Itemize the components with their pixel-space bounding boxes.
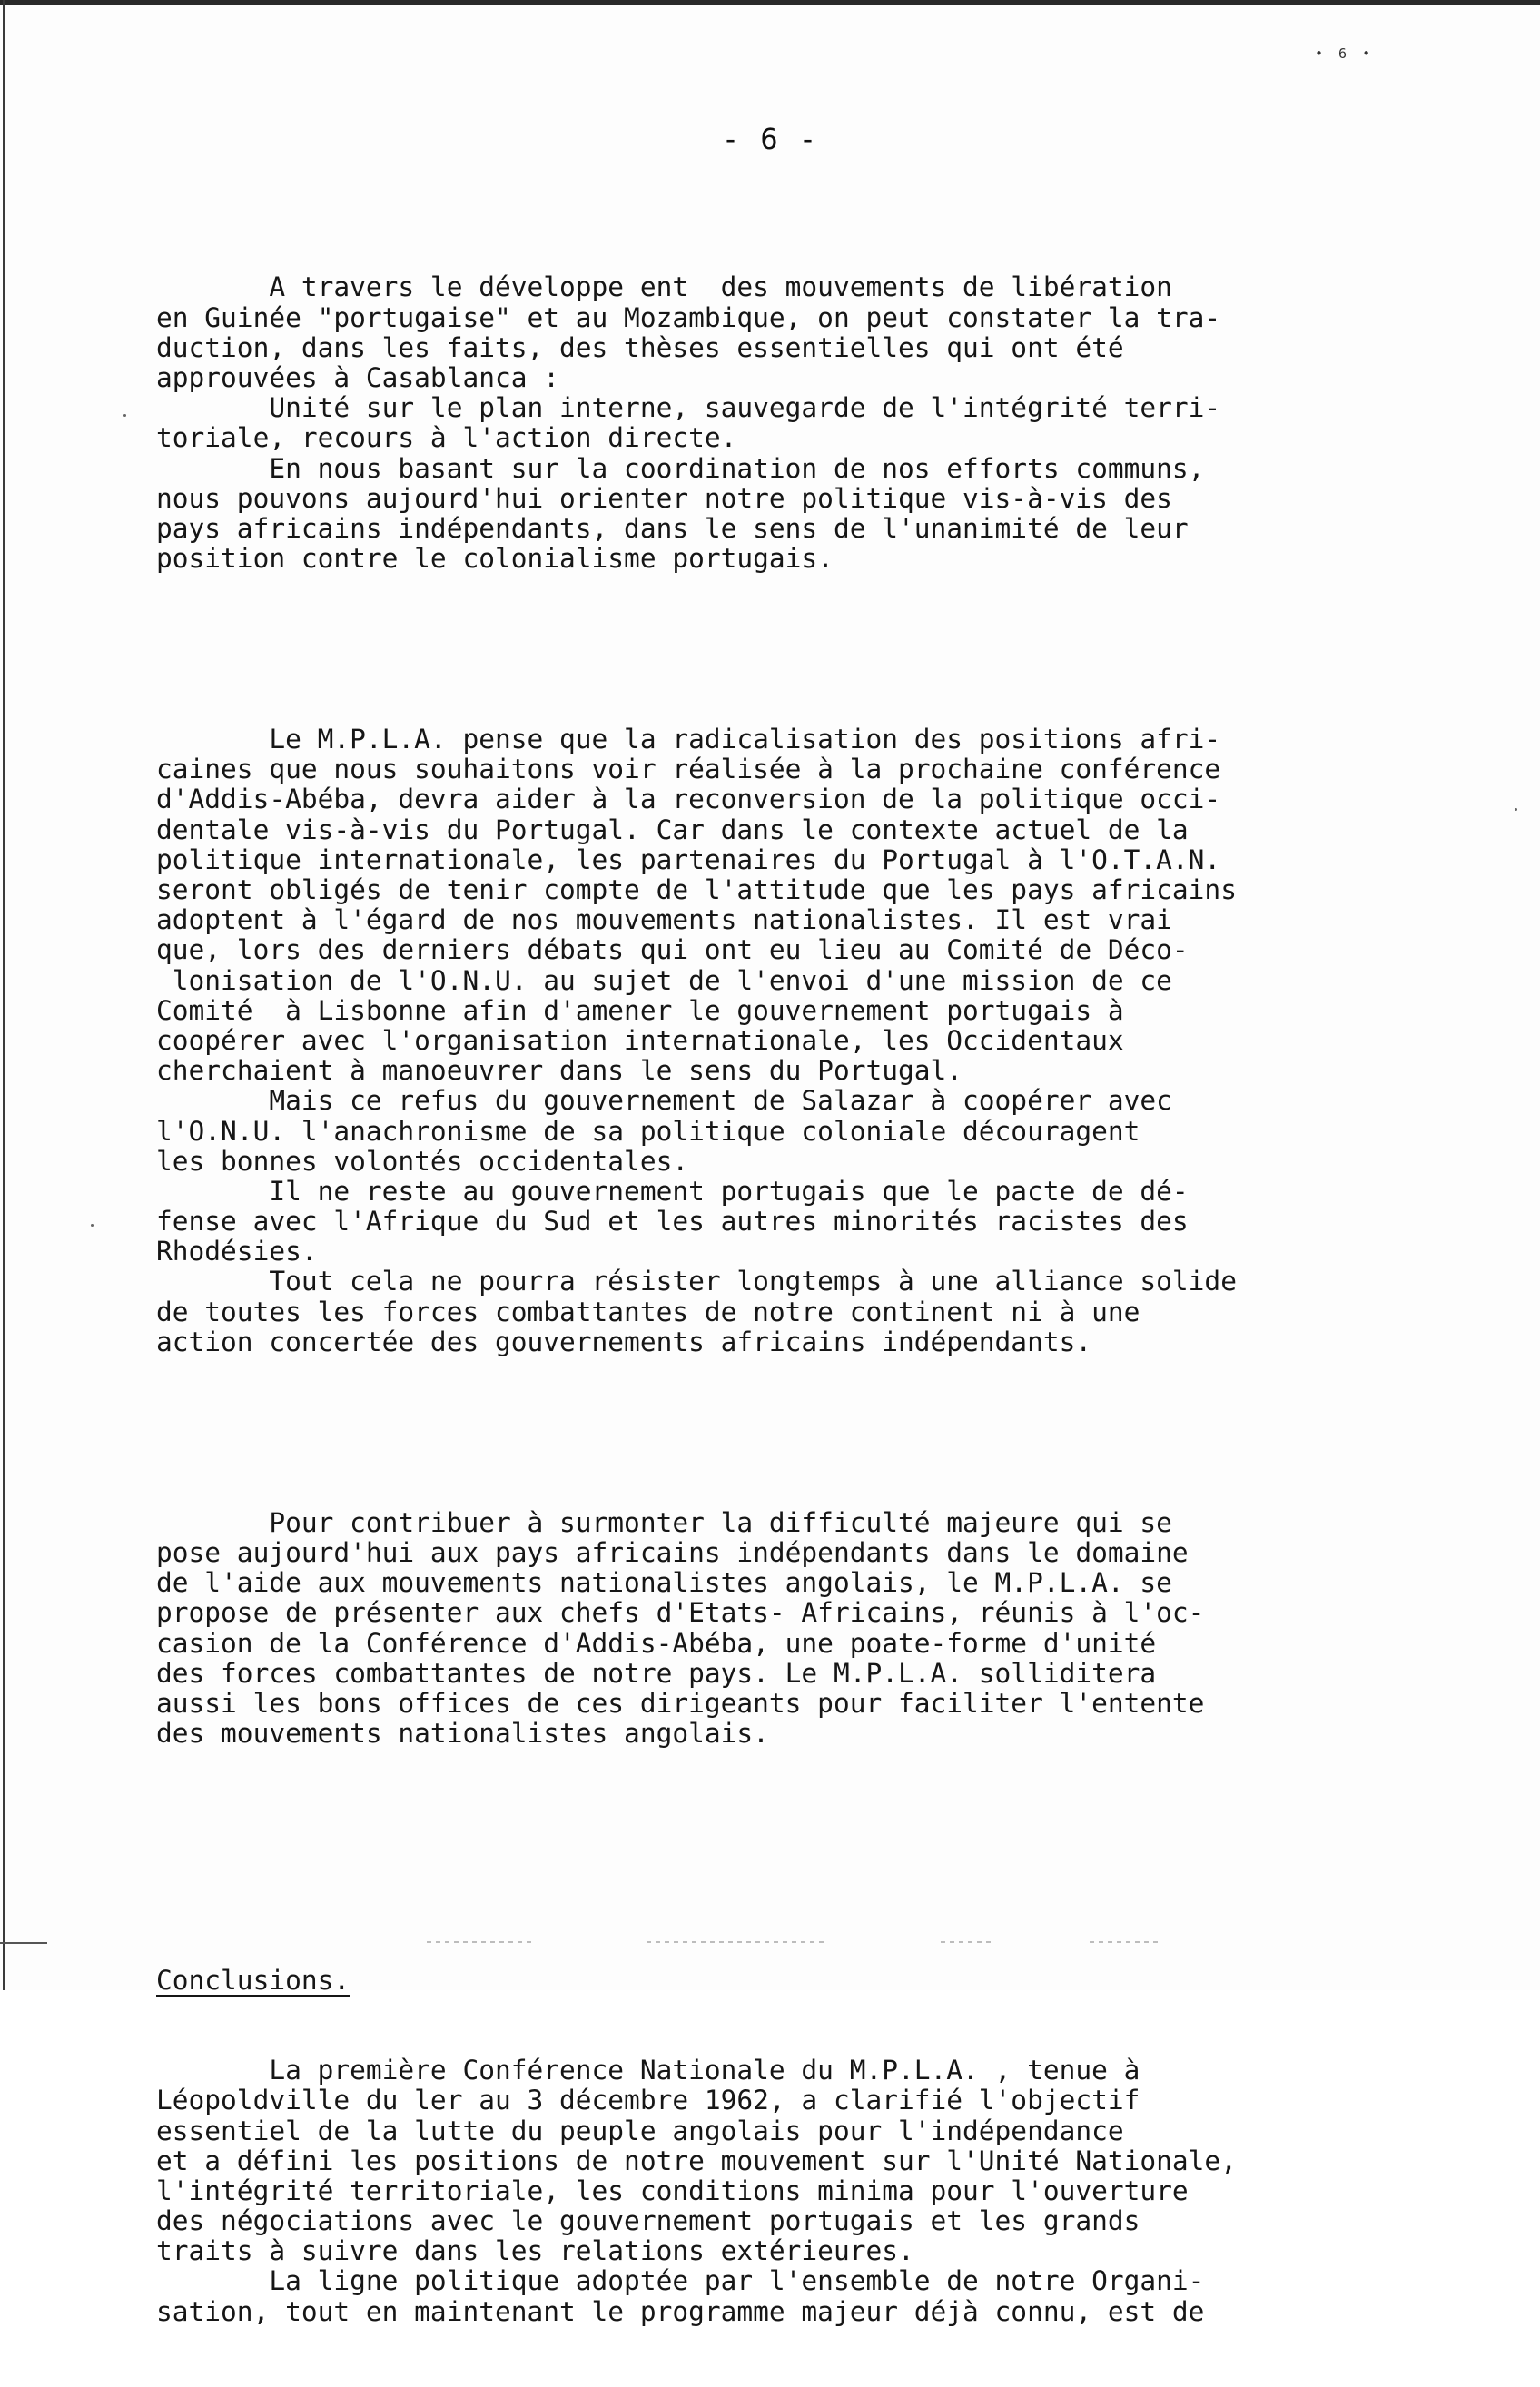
paragraph-gap <box>156 635 1427 665</box>
text-line: l'O.N.U. l'anachronisme de sa politique coloniale découragent <box>156 1115 1140 1147</box>
paragraph-3 <box>156 1508 1427 1750</box>
text-line: de toutes les forces combattantes de notre continent ni à une <box>156 1296 1140 1327</box>
text-line: aussi les bons offices de ces dirigeants pour faciliter l'entente <box>156 1687 1205 1719</box>
text-line: Tout cela ne pourra résister longtemps à une alliance solide <box>156 1266 1237 1297</box>
document-body <box>156 212 1427 2387</box>
paragraph-gap <box>156 1899 1427 1905</box>
page-number: - 6 - <box>721 122 819 156</box>
text-line: Il ne reste au gouvernement portugais que le pacte de dé- <box>156 1175 1189 1207</box>
text-line: Comité à Lisbonne afin d'amener le gouvernement portugais à <box>156 994 1124 1026</box>
text-line: coopérer avec l'organisation internationale, les Occidentaux <box>156 1024 1124 1056</box>
text-line: Pour contribuer à surmonter la difficulté majeure qui se <box>156 1506 1172 1538</box>
text-line: des négociations avec le gouvernement portugais et les grands <box>156 2205 1140 2237</box>
footer-dotted-rule <box>941 1941 995 1943</box>
text-line: essentiel de la lutte du peuple angolais pour l'indépendance <box>156 2115 1124 2146</box>
text-line: les bonnes volontés occidentales. <box>156 1145 689 1177</box>
text-line: Léopoldville du ler au 3 décembre 1962, a clarifié l'objectif <box>156 2085 1140 2116</box>
text-line: fense avec l'Afrique du Sud et les autres minorités racistes des <box>156 1206 1189 1238</box>
scan-speck <box>1515 808 1517 811</box>
text-line: toriale, recours à l'action directe. <box>156 422 737 454</box>
text-line: duction, dans les faits, des thèses essentielles qui ont été <box>156 331 1124 363</box>
corner-page-mark: • 6 • <box>1315 45 1375 62</box>
text-line: des forces combattantes de notre pays. Le M.P.L.A. solliditera <box>156 1657 1157 1689</box>
text-line: action concertée des gouvernements africains indépendants. <box>156 1326 1092 1357</box>
paragraph-gap <box>156 1810 1427 1840</box>
text-line: propose de présenter aux chefs d'Etats- Africains, réunis à l'oc- <box>156 1597 1205 1629</box>
conclusions-paragraph <box>156 2056 1427 2327</box>
text-line: politique internationale, les partenaires du Portugal à l'O.T.A.N. <box>156 843 1221 875</box>
text-line: La ligne politique adoptée par l'ensemble de notre Organi- <box>156 2265 1205 2297</box>
text-line: traits à suivre dans les relations extérieures. <box>156 2235 914 2267</box>
text-line: casion de la Conférence d'Addis-Abéba, une poate-forme d'unité <box>156 1627 1157 1659</box>
text-line: cherchaient à manoeuvrer dans le sens du Portugal. <box>156 1055 963 1087</box>
text-line: Le M.P.L.A. pense que la radicalisation des positions afri- <box>156 724 1221 755</box>
text-line: dentale vis-à-vis du Portugal. Car dans le contexte actuel de la <box>156 814 1189 845</box>
text-line: que, lors des derniers débats qui ont eu lieu au Comité de Déco- <box>156 934 1189 966</box>
text-line: des mouvements nationalistes angolais. <box>156 1718 769 1750</box>
scan-speck <box>91 1224 94 1227</box>
text-line: sation, tout en maintenant le programme majeur déjà connu, est de <box>156 2295 1205 2327</box>
text-line: Rhodésies. <box>156 1236 318 1267</box>
text-line: Unité sur le plan interne, sauvegarde de l'intégrité terri- <box>156 392 1221 424</box>
text-line: en Guinée "portugaise" et au Mozambique, on peut constater la tra- <box>156 301 1221 333</box>
scan-speck <box>123 414 126 417</box>
text-line: d'Addis-Abéba, devra aider à la reconversion de la politique occi- <box>156 784 1221 815</box>
text-line: A travers le développe ent des mouvements de libération <box>156 271 1172 303</box>
text-line: pose aujourd'hui aux pays africains indépendants dans le domaine <box>156 1537 1189 1569</box>
text-line: de l'aide aux mouvements nationalistes angolais, le M.P.L.A. se <box>156 1567 1172 1599</box>
scan-edge-left <box>3 0 5 1990</box>
text-line: lonisation de l'O.N.U. au sujet de l'envoi d'une mission de ce <box>156 964 1172 996</box>
paragraph-1 <box>156 272 1427 574</box>
footer-rule <box>0 1942 47 1944</box>
text-line: caines que nous souhaitons voir réalisée à la prochaine conférence <box>156 754 1221 785</box>
paragraph-gap <box>156 1417 1427 1447</box>
text-line: La première Conférence Nationale du M.P.L.A. , tenue à <box>156 2055 1140 2086</box>
text-line: adoptent à l'égard de nos mouvements nationalistes. Il est vrai <box>156 904 1172 936</box>
text-line: approuvées à Casablanca : <box>156 361 560 393</box>
text-line: Mais ce refus du gouvernement de Salazar à coopérer avec <box>156 1085 1172 1117</box>
footer-dotted-rule <box>427 1941 536 1943</box>
text-line: En nous basant sur la coordination de nos efforts communs, <box>156 452 1205 484</box>
text-line: et a défini les positions de notre mouvement sur l'Unité Nationale, <box>156 2145 1237 2176</box>
scan-edge-top <box>0 0 1540 5</box>
footer-dotted-rule <box>647 1941 828 1943</box>
paragraph-2 <box>156 725 1427 1357</box>
text-line: pays africains indépendants, dans le sens de l'unanimité de leur <box>156 512 1189 544</box>
footer-dotted-rule <box>1090 1941 1162 1943</box>
text-line: seront obligés de tenir compte de l'attitude que les pays africains <box>156 874 1237 906</box>
text-line: nous pouvons aujourd'hui orienter notre politique vis-à-vis des <box>156 482 1172 514</box>
conclusions-heading: Conclusions. <box>156 1964 350 1996</box>
text-line: l'intégrité territoriale, les conditions minima pour l'ouverture <box>156 2175 1189 2206</box>
text-line: position contre le colonialisme portugais. <box>156 543 834 575</box>
